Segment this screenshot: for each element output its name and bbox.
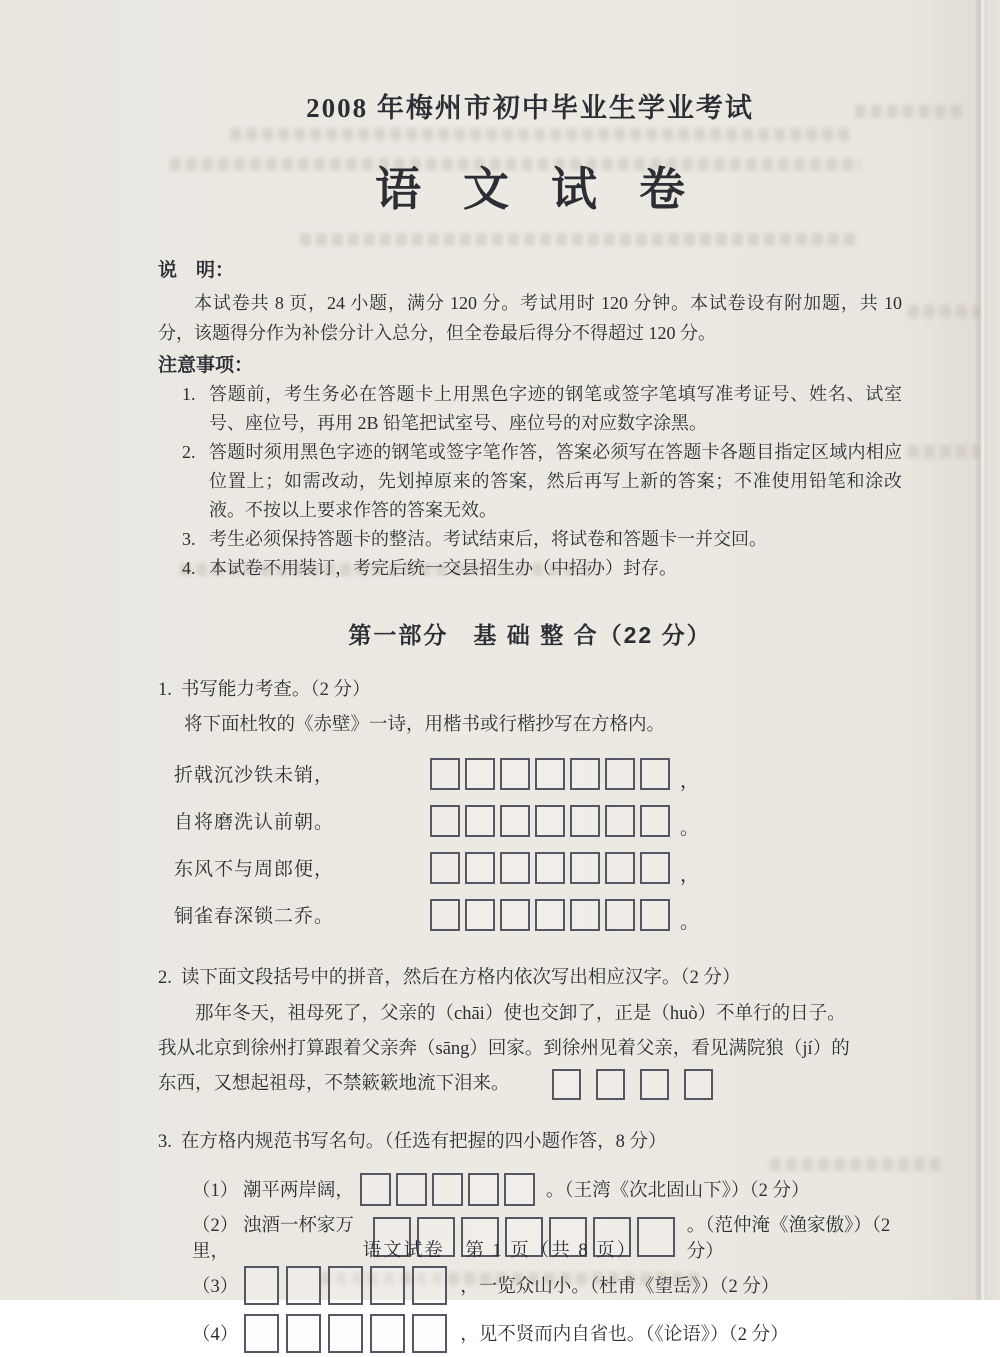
poem-row bbox=[174, 750, 902, 797]
answer-box bbox=[570, 899, 600, 931]
notes-heading: 注意事项： bbox=[158, 355, 254, 376]
answer-box bbox=[500, 852, 530, 884]
answer-box bbox=[684, 1069, 713, 1100]
note-number: 4. bbox=[182, 558, 196, 578]
instructions-body: 本试卷共 8 页，24 小题，满分 120 分。考试用时 120 分钟。本试卷设有附加题，共 10 分，该题得分作为补偿分计入总分，但全卷最后得分不得超过 120 分。 bbox=[158, 293, 902, 343]
poem-line-text: 折戟沉沙铁未销， bbox=[174, 765, 335, 786]
answer-box bbox=[396, 1173, 427, 1206]
answer-box bbox=[605, 758, 635, 790]
answer-box bbox=[596, 1069, 625, 1100]
answer-box-group bbox=[430, 758, 675, 790]
poem-line-text: 东风不与周郎便， bbox=[174, 859, 335, 880]
answer-box bbox=[430, 852, 460, 884]
answer-box bbox=[605, 805, 635, 837]
q3-item-suffix: 。（范仲淹《渔家傲》）（2 分） bbox=[686, 1216, 891, 1262]
answer-box bbox=[535, 899, 565, 931]
answer-box bbox=[500, 805, 530, 837]
notes-list bbox=[182, 380, 902, 583]
section-title: 第一部分 基 础 整 合（22 分） bbox=[348, 622, 712, 648]
answer-box bbox=[244, 1314, 279, 1353]
answer-box bbox=[570, 852, 600, 884]
q2-passage-line: 那年冬天，祖母死了，父亲的（chāi）使也交卸了，正是（huò）不单行的日子。 bbox=[195, 1004, 846, 1024]
row-punctuation: ， bbox=[680, 865, 700, 886]
q3-title bbox=[158, 1127, 902, 1153]
answer-box bbox=[640, 805, 670, 837]
q1-number: 1. bbox=[158, 680, 172, 700]
q3-title-text: 在方格内规范书写名句。（任选有把握的四小题作答，8 分） bbox=[180, 1132, 667, 1152]
q3-item-suffix: ，一览众山小。（杜甫《望岳》）（2 分） bbox=[460, 1277, 780, 1297]
note-number: 2. bbox=[182, 442, 196, 462]
answer-box bbox=[640, 899, 670, 931]
answer-box bbox=[286, 1266, 321, 1305]
answer-box bbox=[535, 758, 565, 790]
answer-box bbox=[468, 1173, 499, 1206]
answer-box-group bbox=[430, 852, 675, 884]
note-number: 1. bbox=[182, 384, 196, 404]
answer-box bbox=[430, 805, 460, 837]
instructions-heading: 说 明： bbox=[158, 260, 235, 281]
subject-title: 语文试卷 bbox=[375, 164, 727, 215]
answer-box bbox=[640, 1069, 669, 1100]
poem-line-text: 铜雀春深锁二乔。 bbox=[174, 906, 335, 927]
answer-box bbox=[328, 1314, 363, 1353]
poem-row bbox=[174, 891, 902, 938]
q3-item bbox=[192, 1309, 902, 1357]
answer-box bbox=[412, 1314, 447, 1353]
q1-title bbox=[158, 675, 902, 701]
q3-item-prefix: （3） bbox=[192, 1277, 239, 1297]
note-text: 答题前，考生务必在答题卡上用黑色字迹的钢笔或签字笔填写准考证号、姓名、试室号、座位号，再用 2B 铅笔把试室号、座位号的对应数字涂黑。 bbox=[209, 384, 902, 433]
page-content bbox=[158, 0, 902, 1357]
answer-box bbox=[605, 899, 635, 931]
poem-copy-grid bbox=[174, 750, 902, 938]
answer-box bbox=[605, 852, 635, 884]
q2-passage-line bbox=[158, 1067, 902, 1102]
q1-title-text: 书写能力考查。（2 分） bbox=[180, 680, 371, 700]
answer-box bbox=[535, 852, 565, 884]
answer-box bbox=[500, 899, 530, 931]
q2-number: 2. bbox=[158, 968, 172, 988]
answer-box bbox=[465, 758, 495, 790]
answer-box bbox=[244, 1266, 279, 1305]
answer-box-group bbox=[244, 1266, 454, 1305]
q2-passage-line: 我从北京到徐州打算跟着父亲奔（sāng）回家。到徐州见着父亲，看见满院狼（jí）的 bbox=[158, 1039, 850, 1059]
answer-box bbox=[570, 758, 600, 790]
q3-item-prefix: （4） bbox=[192, 1325, 239, 1345]
q3-item bbox=[192, 1165, 902, 1213]
answer-box bbox=[640, 852, 670, 884]
note-item bbox=[182, 554, 902, 583]
q2-passage bbox=[158, 997, 902, 1102]
answer-box bbox=[465, 852, 495, 884]
q3-item-prefix: （2） 浊酒一杯家万里， bbox=[192, 1216, 354, 1262]
answer-box bbox=[370, 1314, 405, 1353]
q3-item-suffix: 。（王湾《次北固山下》）（2 分） bbox=[545, 1181, 810, 1201]
note-text: 答题时须用黑色字迹的钢笔或签字笔作答，答案必须写在答题卡各题目指定区域内相应位置上；如需改动，先划掉原来的答案，然后再写上新的答案；不准使用铅笔和涂改液。不按以上要求作答的答案无效。 bbox=[209, 442, 902, 520]
note-item bbox=[182, 525, 902, 554]
answer-box bbox=[640, 758, 670, 790]
q3-number: 3. bbox=[158, 1132, 172, 1152]
answer-box bbox=[412, 1266, 447, 1305]
page-footer: 语文试卷 第 1 页（共 8 页） bbox=[362, 1241, 638, 1261]
bleedthrough-ghost-text bbox=[908, 305, 980, 318]
answer-box bbox=[465, 899, 495, 931]
answer-box-group bbox=[360, 1173, 540, 1206]
poem-line-text: 自将磨洗认前朝。 bbox=[174, 812, 335, 833]
note-text: 本试卷不用装订，考完后统一交县招生办（中招办）封存。 bbox=[209, 558, 677, 578]
poem-row bbox=[174, 797, 902, 844]
note-item bbox=[182, 438, 902, 525]
answer-box-group bbox=[244, 1314, 454, 1353]
row-punctuation: 。 bbox=[680, 818, 700, 839]
answer-box bbox=[535, 805, 565, 837]
q3-item bbox=[192, 1261, 902, 1309]
note-item bbox=[182, 380, 902, 438]
answer-box-group bbox=[552, 1069, 728, 1100]
note-number: 3. bbox=[182, 529, 196, 549]
answer-box bbox=[570, 805, 600, 837]
answer-box bbox=[504, 1173, 535, 1206]
q3-item-suffix: ，见不贤而内自省也。（《论语》）（2 分） bbox=[460, 1325, 789, 1345]
q3-item-prefix: （1） 潮平两岸阔， bbox=[192, 1181, 354, 1201]
exam-title: 2008 年梅州市初中毕业生学业考试 bbox=[306, 93, 754, 123]
row-punctuation: ， bbox=[680, 771, 700, 792]
answer-box-group bbox=[430, 805, 675, 837]
answer-box bbox=[552, 1069, 581, 1100]
note-text: 考生必须保持答题卡的整洁。考试结束后，将试卷和答题卡一并交回。 bbox=[209, 529, 767, 549]
q1-instruction: 将下面杜牧的《赤壁》一诗，用楷书或行楷抄写在方格内。 bbox=[184, 715, 666, 735]
q2-title bbox=[158, 963, 902, 989]
answer-box bbox=[370, 1266, 405, 1305]
q2-passage-line-text: 东西，又想起祖母，不禁簌簌地流下泪来。 bbox=[158, 1074, 510, 1094]
answer-box bbox=[328, 1266, 363, 1305]
bleedthrough-ghost-text bbox=[908, 445, 980, 458]
answer-box-group bbox=[430, 899, 675, 931]
answer-box bbox=[360, 1173, 391, 1206]
answer-box bbox=[465, 805, 495, 837]
row-punctuation: 。 bbox=[680, 912, 700, 933]
answer-box bbox=[432, 1173, 463, 1206]
poem-row bbox=[174, 844, 902, 891]
answer-box bbox=[430, 899, 460, 931]
answer-box bbox=[430, 758, 460, 790]
q2-title-text: 读下面文段括号中的拼音，然后在方格内依次写出相应汉字。（2 分） bbox=[180, 968, 741, 988]
scan-crease bbox=[974, 0, 988, 1300]
answer-box bbox=[286, 1314, 321, 1353]
answer-box bbox=[500, 758, 530, 790]
